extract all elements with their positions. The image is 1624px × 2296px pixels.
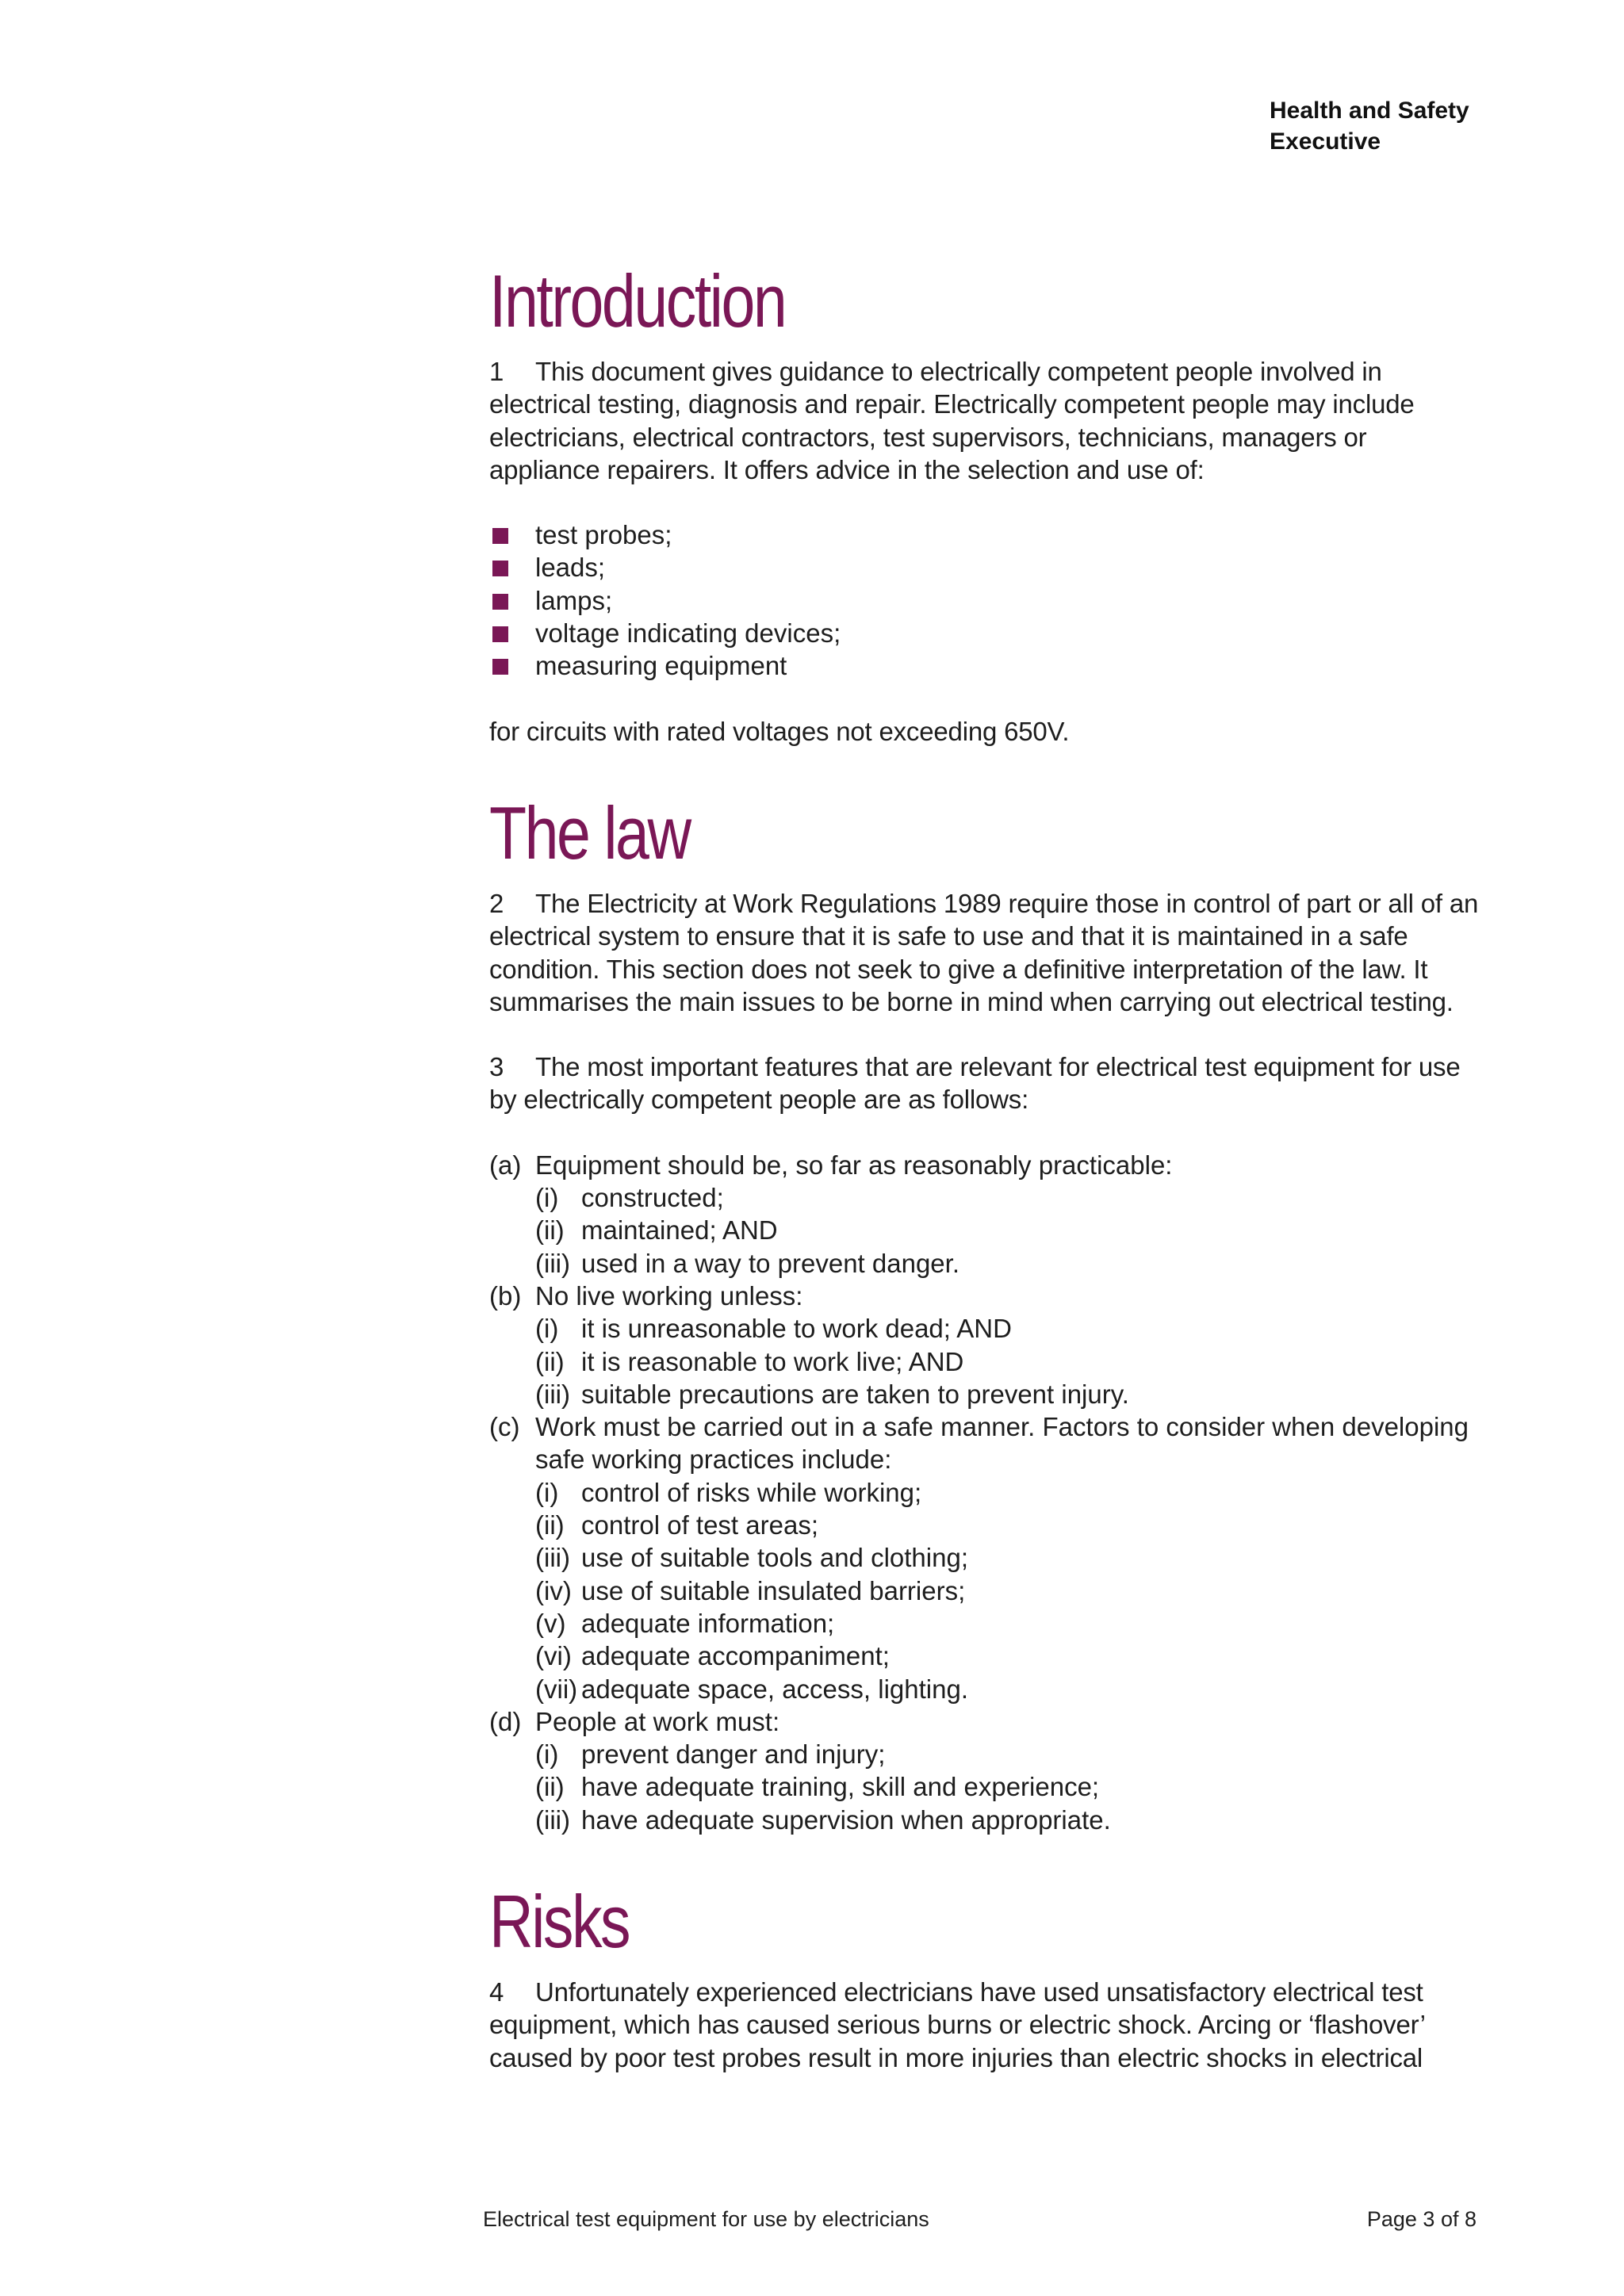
list-item	[489, 649, 1480, 682]
intro-closing: for circuits with rated voltages not exceeding 650V.	[489, 716, 1070, 746]
sub-list	[535, 1476, 1480, 1705]
org-line-1: Health and Safety	[1270, 98, 1469, 124]
list-item-text: leads;	[535, 553, 606, 583]
sub-item-text: prevent danger and injury;	[581, 1739, 886, 1770]
paragraph-text: Unfortunately experienced electricians have used unsatisfactory electrical test equipment, which has caused serious burns or electric shock. Arcing or ‘flashover’ caused by poor test probes result in more injuries than electric shocks in electrical	[489, 1976, 1425, 2072]
heading-the-law: The law	[489, 790, 690, 874]
sub-item-text: control of risks while working;	[581, 1477, 922, 1507]
sub-item-text: maintained; AND	[581, 1215, 778, 1246]
item-label: (a)	[489, 1150, 522, 1180]
list-item-text: test probes;	[535, 520, 672, 550]
sub-item	[535, 1738, 1480, 1770]
item-label: (d)	[489, 1706, 522, 1736]
sub-item	[535, 1509, 1480, 1541]
sub-item	[535, 1476, 1480, 1509]
sub-item	[535, 1247, 1480, 1280]
paragraph-3	[489, 1050, 1480, 1116]
sub-item-label: (vi)	[535, 1641, 572, 1671]
paragraph-text: The most important features that are relevant for electrical test equipment for use by electrically competent people are as follows:	[489, 1052, 1461, 1115]
sub-item-label: (ii)	[535, 1215, 565, 1246]
bullet-square-icon	[492, 626, 508, 642]
sub-item-text: constructed;	[581, 1183, 724, 1213]
sub-list	[535, 1181, 1480, 1280]
sub-item-label: (iii)	[535, 1379, 570, 1409]
sub-item	[535, 1312, 1480, 1345]
sub-item-label: (ii)	[535, 1510, 565, 1540]
bullet-square-icon	[492, 561, 508, 576]
sub-item-text: suitable precautions are taken to prevent injury.	[581, 1379, 1129, 1409]
sub-item-text: adequate information;	[581, 1608, 835, 1638]
list-item	[489, 584, 1480, 617]
item-label: (b)	[489, 1280, 522, 1311]
sub-item	[535, 1607, 1480, 1640]
main-content	[489, 254, 1480, 2074]
sub-item	[535, 1640, 1480, 1672]
paragraph-number: 3	[489, 1052, 504, 1082]
heading-introduction: Introduction	[489, 259, 786, 342]
sub-item-text: use of suitable tools and clothing;	[581, 1543, 968, 1573]
sub-item-label: (v)	[535, 1608, 566, 1638]
footer-document-title: Electrical test equipment for use by electricians	[483, 2207, 929, 2231]
sub-item-text: it is unreasonable to work dead; AND	[581, 1314, 1012, 1344]
paragraph-text: This document gives guidance to electrically competent people involved in electrical testing, diagnosis and repair. Electrically competent people may include electricians, electrical contractors, test supervisors, technicians, managers or appliance repairers. It offers advice in the selection and use of:	[489, 357, 1415, 484]
list-item	[489, 551, 1480, 584]
sub-item-label: (vii)	[535, 1674, 578, 1704]
sub-item-text: it is reasonable to work live; AND	[581, 1346, 964, 1376]
paragraph-2	[489, 887, 1480, 1018]
sub-item	[535, 1575, 1480, 1607]
sub-item-label: (iii)	[535, 1804, 570, 1835]
paragraph-text: The Electricity at Work Regulations 1989 require those in control of part or all of an electrical system to ensure that it is safe to use and that it is maintained in a safe condition. This section does not seek to give a definitive interpretation of the law. It summarises the main issues to be borne in mind when carrying out electrical testing.	[489, 888, 1479, 1016]
requirement-item	[489, 1280, 1480, 1410]
sub-item-text: adequate accompaniment;	[581, 1641, 890, 1671]
sub-item	[535, 1378, 1480, 1410]
sub-item-label: (ii)	[535, 1346, 565, 1376]
sub-item	[535, 1541, 1480, 1574]
requirements-list	[489, 1149, 1480, 1836]
requirement-item	[489, 1149, 1480, 1280]
sub-item	[535, 1770, 1480, 1803]
heading-risks: Risks	[489, 1879, 630, 1963]
sub-item-label: (i)	[535, 1739, 559, 1770]
requirement-item	[489, 1410, 1480, 1705]
list-item-text: measuring equipment	[535, 651, 787, 681]
item-text: No live working unless:	[535, 1280, 803, 1311]
paragraph-number: 1	[489, 357, 504, 386]
sub-item	[535, 1181, 1480, 1214]
sub-item-label: (i)	[535, 1183, 559, 1213]
item-label: (c)	[489, 1412, 520, 1442]
sub-item-label: (iii)	[535, 1248, 570, 1278]
paragraph-number: 4	[489, 1976, 504, 2007]
paragraph-number: 2	[489, 888, 504, 918]
sub-item-label: (i)	[535, 1314, 559, 1344]
list-item	[489, 617, 1480, 649]
item-text: People at work must:	[535, 1706, 780, 1736]
item-text: Work must be carried out in a safe manner. Factors to consider when developing safe working practices include:	[535, 1412, 1469, 1475]
bullet-square-icon	[492, 528, 508, 544]
bullet-square-icon	[492, 594, 508, 610]
bullet-square-icon	[492, 659, 508, 675]
footer-page-number: Page 3 of 8	[1366, 2207, 1477, 2231]
org-line-2: Executive	[1270, 128, 1381, 155]
sub-item-label: (iv)	[535, 1575, 572, 1605]
sub-item-text: have adequate supervision when appropriate.	[581, 1804, 1111, 1835]
equipment-list	[489, 519, 1480, 682]
requirement-item	[489, 1705, 1480, 1836]
list-item-text: voltage indicating devices;	[535, 618, 841, 649]
sub-item-label: (iii)	[535, 1543, 570, 1573]
sub-item	[535, 1345, 1480, 1378]
sub-item	[535, 1214, 1480, 1246]
sub-list	[535, 1738, 1480, 1836]
paragraph-1	[489, 355, 1480, 486]
paragraph-4	[489, 1976, 1480, 2074]
sub-item	[535, 1804, 1480, 1836]
sub-item-label: (i)	[535, 1477, 559, 1507]
sub-item-label: (ii)	[535, 1772, 565, 1802]
sub-list	[535, 1312, 1480, 1410]
sub-item	[535, 1673, 1480, 1705]
item-text: Equipment should be, so far as reasonably practicable:	[535, 1150, 1173, 1180]
list-item-text: lamps;	[535, 585, 613, 615]
sub-item-text: use of suitable insulated barriers;	[581, 1575, 966, 1605]
sub-item-text: have adequate training, skill and experience;	[581, 1772, 1100, 1802]
sub-item-text: control of test areas;	[581, 1510, 818, 1540]
organization-name	[1270, 95, 1531, 157]
list-item	[489, 519, 1480, 551]
sub-item-text: used in a way to prevent danger.	[581, 1248, 959, 1278]
sub-item-text: adequate space, access, lighting.	[581, 1674, 968, 1704]
